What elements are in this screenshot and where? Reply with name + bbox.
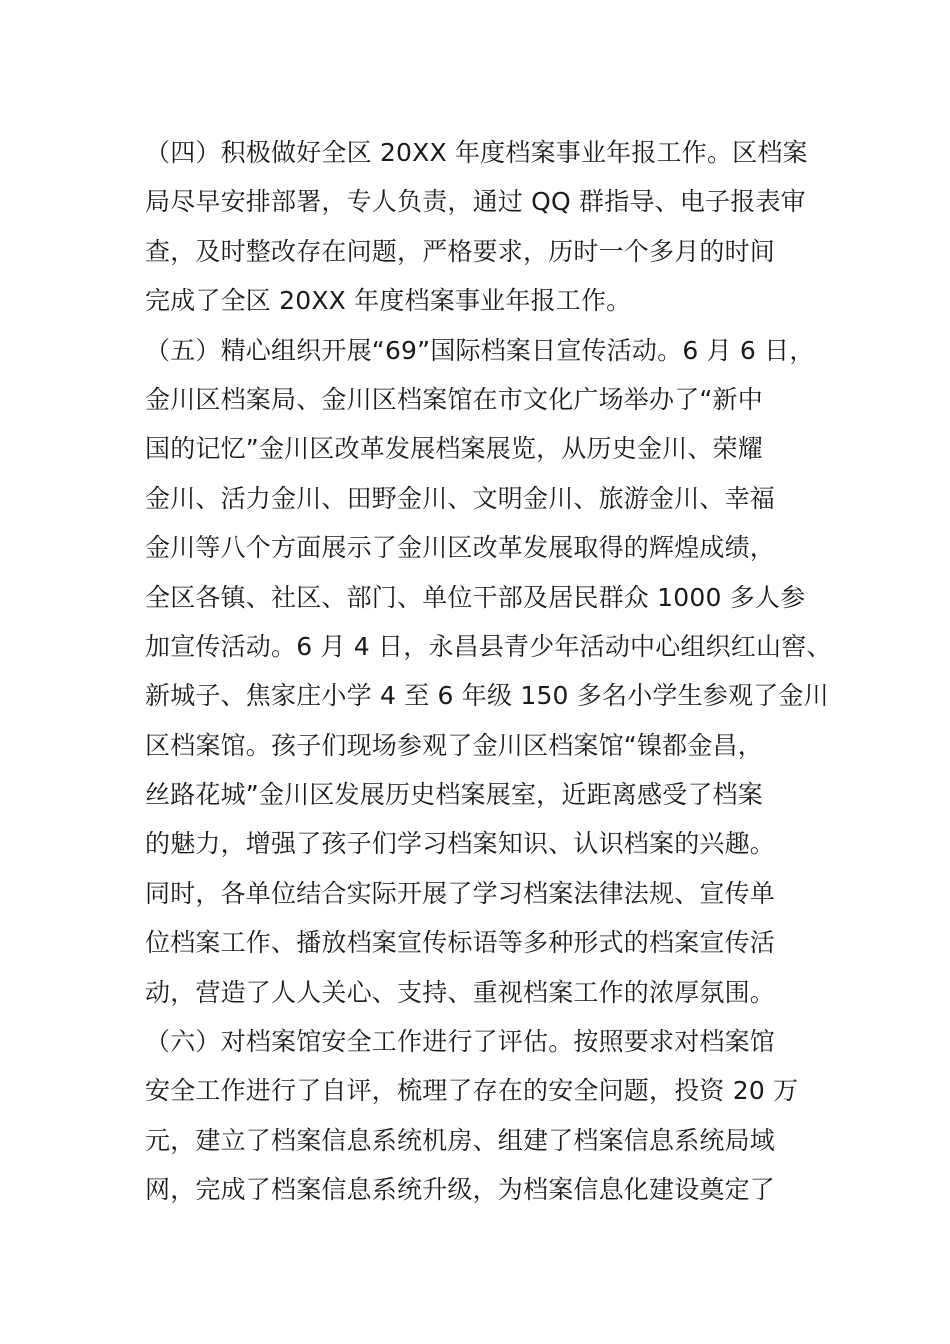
text-line: 完成了全区 20XX 年度档案事业年报工作。 xyxy=(145,286,632,316)
text-line: 动，营造了人人关心、支持、重视档案工作的浓厚氛围。 xyxy=(145,977,776,1007)
text-line: （六）对档案馆安全工作进行了评估。按照要求对档案馆 xyxy=(145,1027,776,1057)
text-line: 国的记忆”金川区改革发展档案展览，从历史金川、荣耀 xyxy=(145,434,763,464)
text-line: 金川、活力金川、田野金川、文明金川、旅游金川、幸福 xyxy=(145,483,776,513)
text-line: 查，及时整改存在问题，严格要求，历时一个多月的时间 xyxy=(145,236,776,266)
text-line: （五）精心组织开展“69”国际档案日宣传活动。6 月 6 日， xyxy=(145,335,815,365)
text-line: 金川等八个方面展示了金川区改革发展取得的辉煌成绩， xyxy=(145,533,776,563)
text-line: 全区各镇、社区、部门、单位干部及居民群众 1000 多人参 xyxy=(145,582,806,612)
text-line: 加宣传活动。6 月 4 日，永昌县青少年活动中心组织红山窖、 xyxy=(145,631,832,661)
text-line: 元，建立了档案信息系统机房、组建了档案信息系统局域 xyxy=(145,1125,776,1155)
text-line: 局尽早安排部署，专人负责，通过 QQ 群指导、电子报表审 xyxy=(145,187,806,217)
text-line: 新城子、焦家庄小学 4 至 6 年级 150 多名小学生参观了金川 xyxy=(145,681,829,711)
text-line: 网，完成了档案信息系统升级，为档案信息化建设奠定了 xyxy=(145,1175,776,1205)
body-text xyxy=(145,128,835,1215)
text-line: 区档案馆。孩子们现场参观了金川区档案馆“镍都金昌， xyxy=(145,730,763,760)
text-line: 安全工作进行了自评，梳理了存在的安全问题，投资 20 万 xyxy=(145,1076,799,1106)
text-line: 位档案工作、播放档案宣传标语等多种形式的档案宣传活 xyxy=(145,928,776,958)
text-line: 金川区档案局、金川区档案馆在市文化广场举办了“新中 xyxy=(145,384,763,414)
text-line: 丝路花城”金川区发展历史档案展室，近距离感受了档案 xyxy=(145,780,763,810)
text-line: 同时，各单位结合实际开展了学习档案法律法规、宣传单 xyxy=(145,878,776,908)
text-line: 的魅力，增强了孩子们学习档案知识、认识档案的兴趣。 xyxy=(145,829,776,859)
text-line: （四）积极做好全区 20XX 年度档案事业年报工作。区档案 xyxy=(145,138,808,167)
